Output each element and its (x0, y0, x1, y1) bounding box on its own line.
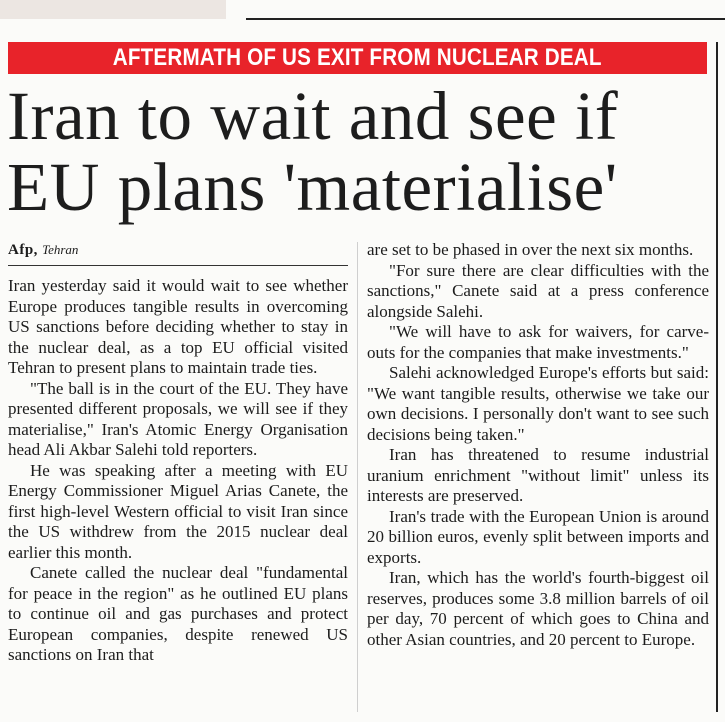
column-divider (357, 242, 358, 712)
paragraph: Iran, which has the world's fourth-biggest oil reserves, produces some 3.8 million barrels of oil per day, 70 percent of which goes to China and other Asian countries, and 20 percent to Europe. (367, 568, 709, 649)
paragraph: Iran yesterday said it would wait to see whether Europe produces tangible results in overcoming US sanctions before deciding whether to stay in the nuclear deal, as a top EU official visited Tehran to present plans to maintain trade ties. (8, 276, 348, 377)
section-banner (8, 42, 707, 74)
top-rule (246, 18, 725, 20)
article-column-right (367, 240, 709, 650)
paragraph: "For sure there are clear difficulties with the sanctions," Canete said at a press conference alongside Salehi. (367, 260, 709, 321)
paragraph: are set to be phased in over the next six months. (367, 240, 694, 259)
byline-city: Tehran (42, 242, 79, 257)
paragraph: He was speaking after a meeting with EU Energy Commissioner Miguel Arias Canete, the first high-level Western official to visit Iran since the US withdrew from the 2015 nuclear deal earlier this month. (8, 460, 348, 562)
top-grey-strip (0, 0, 226, 19)
paragraph: Salehi acknowledged Europe's efforts but said: "We want tangible results, otherwise we take our own decisions. I personally don't want to see such decisions being taken." (367, 363, 709, 444)
headline (7, 78, 717, 225)
byline-agency: Afp, (8, 242, 38, 258)
paragraph: Iran has threatened to resume industrial uranium enrichment "without limit" unless its interests are preserved. (367, 445, 709, 505)
banner-text: AFTERMATH OF US EXIT FROM NUCLEAR DEAL (113, 44, 602, 71)
byline (8, 241, 348, 266)
article-column-left (8, 276, 348, 666)
paragraph: "We will have to ask for waivers, for carve-outs for the companies that make investments." (367, 322, 709, 362)
headline-line-1: Iran to wait and see if (7, 78, 619, 154)
headline-line-2: EU plans 'materialise' (7, 149, 618, 225)
paragraph: "The ball is in the court of the EU. They have presented different proposals, we will see if they materialise," Iran's Atomic Energy Organisation head Ali Akbar Salehi told reporters. (8, 378, 348, 459)
paragraph: Canete called the nuclear deal "fundamental for peace in the region" as he outlined EU plans to continue oil and gas purchases and protect European companies, despite renewed US sanctions on Iran that (8, 563, 348, 664)
paragraph: Iran's trade with the European Union is around 20 billion euros, evenly split between imports and exports. (367, 506, 709, 567)
